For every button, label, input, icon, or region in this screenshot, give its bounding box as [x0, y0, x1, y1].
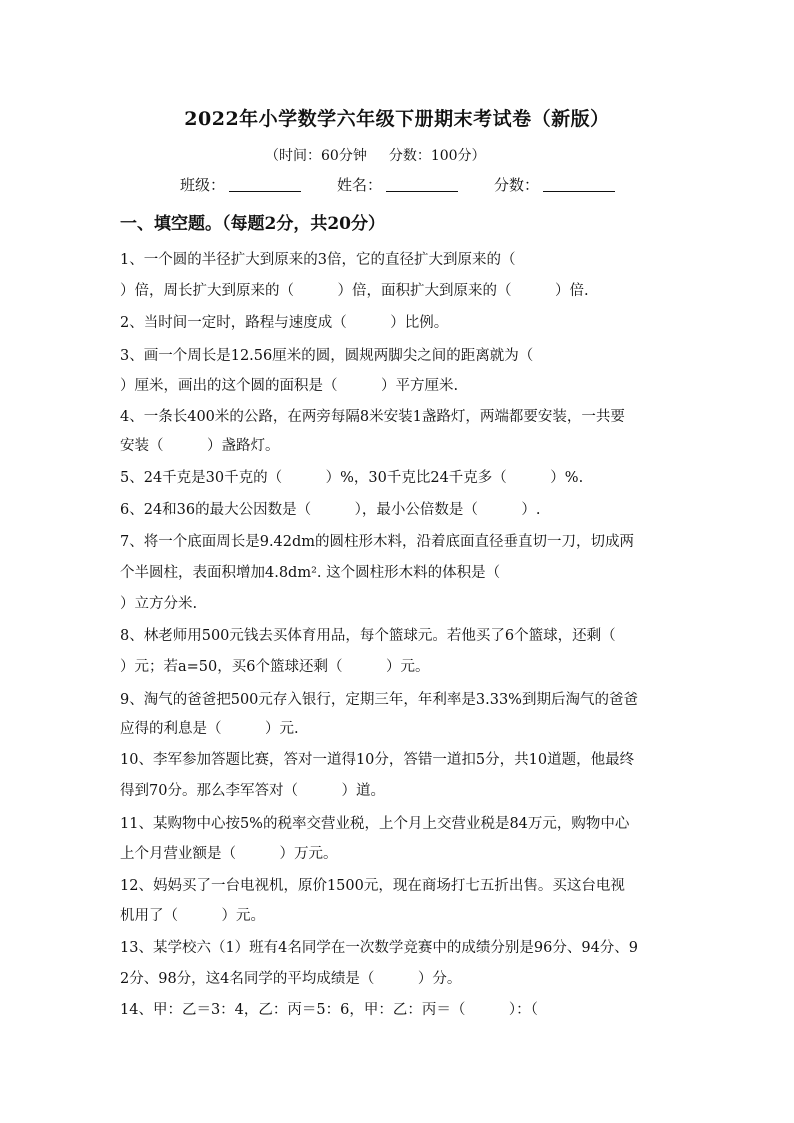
question-line: ）元；若a=50，买6个篮球还剩（ ）元。 — [120, 659, 430, 675]
question-line: ）倍，周长扩大到原来的（ ）倍，面积扩大到原来的（ ）倍. — [120, 283, 589, 299]
question-line: 11、某购物中心按5%的税率交营业税，上个月上交营业税是84万元，购物中心 — [120, 816, 630, 832]
question-line: 9、淘气的爸爸把500元存入银行，定期三年，年利率是3.33%到期后淘气的爸爸 — [120, 692, 638, 708]
class-blank[interactable] — [229, 177, 301, 192]
name-label: 姓名： — [337, 176, 383, 194]
question-line: 8、林老师用500元钱去买体育用品，每个篮球元。若他买了6个篮球，还剩（ — [120, 628, 616, 644]
question-line: 2、当时间一定时，路程与速度成（ ）比例。 — [120, 315, 449, 331]
question-line: 1、一个圆的半径扩大到原来的3倍，它的直径扩大到原来的（ — [120, 252, 516, 268]
score-label: 分数： — [494, 176, 540, 194]
class-label: 班级： — [180, 176, 226, 194]
question-line: 机用了（ ）元。 — [120, 908, 265, 924]
question-line: 安装（ ）盏路灯。 — [120, 438, 280, 454]
name-blank[interactable] — [386, 177, 458, 192]
score-blank[interactable] — [543, 177, 615, 192]
question-line: 12、妈妈买了一台电视机，原价1500元，现在商场打七五折出售。买这台电视 — [120, 878, 625, 894]
section-heading: 一、填空题。（每题2分，共20分） — [120, 214, 385, 234]
exam-total-score: 分数：100分） — [388, 148, 486, 164]
student-info-row — [180, 174, 615, 195]
question-line: 2分、98分，这4名同学的平均成绩是（ ）分。 — [120, 971, 462, 987]
question-line: 6、24和36的最大公因数是（ ），最小公倍数是（ ）. — [120, 502, 541, 518]
question-line: ）立方分米. — [120, 596, 198, 612]
question-line: 3、画一个周长是12.56厘米的圆，圆规两脚尖之间的距离就为（ — [120, 348, 534, 364]
question-line: 应得的利息是（ ）元. — [120, 721, 299, 737]
question-line: 个半圆柱，表面积增加4.8dm². 这个圆柱形木料的体积是（ — [120, 565, 501, 581]
exam-title: 2022年小学数学六年级下册期末考试卷（新版） — [184, 108, 610, 130]
question-line: 得到70分。那么李军答对（ ）道。 — [120, 783, 385, 799]
question-line: ）厘米，画出的这个圆的面积是（ ）平方厘米. — [120, 378, 459, 394]
question-line: 上个月营业额是（ ）万元。 — [120, 846, 338, 862]
exam-time: （时间：60分钟 — [265, 148, 367, 164]
question-line: 4、一条长400米的公路，在两旁每隔8米安装1盏路灯，两端都要安装，一共要 — [120, 409, 625, 425]
question-line: 10、李军参加答题比赛，答对一道得10分，答错一道扣5分，共10道题，他最终 — [120, 752, 635, 768]
question-line: 14、甲：乙＝3：4，乙：丙＝5：6，甲：乙：丙＝（ ）：（ — [120, 1002, 538, 1018]
exam-meta — [265, 145, 486, 165]
question-line: 13、某学校六（1）班有4名同学在一次数学竞赛中的成绩分别是96分、94分、9 — [120, 940, 639, 956]
question-line: 7、将一个底面周长是9.42dm的圆柱形木料，沿着底面直径垂直切一刀，切成两 — [120, 534, 635, 550]
question-line: 5、24千克是30千克的（ ）%，30千克比24千克多（ ）%. — [120, 470, 584, 486]
